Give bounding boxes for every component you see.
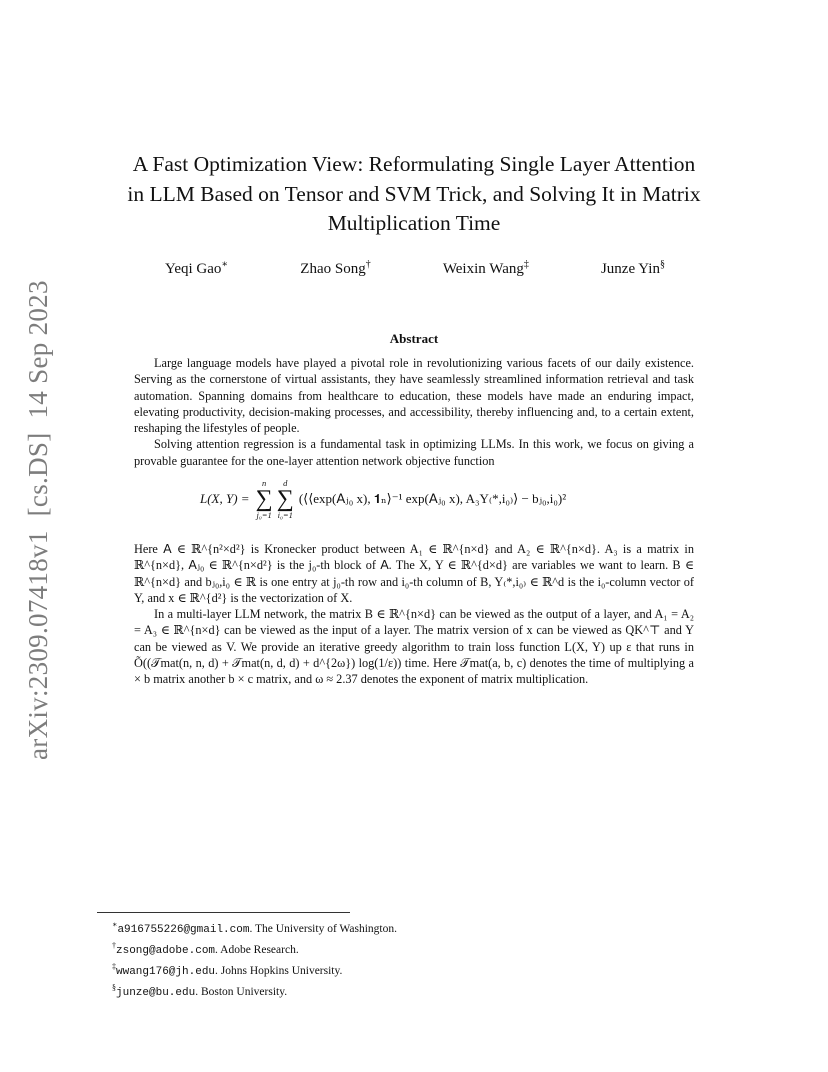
author: Weixin Wang‡ [442, 259, 529, 277]
title-line-2: in LLM Based on Tensor and SVM Trick, and Solving It in Matrix [127, 181, 701, 206]
paper-title [80, 150, 748, 239]
abstract-paragraph-3: Here 𝖠 ∈ ℝ^{n²×d²} is Kronecker product between A₁ ∈ ℝ^{n×d} and A₂ ∈ ℝ^{n×d}. A₃ is a matrix in ℝ^{n×d}, 𝖠ⱼ₀ ∈ ℝ^{n×d²} is the j₀-th block of 𝖠. The X, Y ∈ ℝ^{d×d} are variables we want to learn. B ∈ ℝ^{n×d} and bⱼ₀,i₀ ∈ ℝ is one entry at j₀-th row and i₀-th column of B, Y₍*,i₀₎ ∈ ℝ^d is the i₀-column vector of Y, and x ∈ ℝ^{d²} is the vectorization of X. In a multi-layer LLM network, the matrix B ∈ ℝ^{n×d} can be viewed as the output of a layer, and A₁ = A₂ = A₃ ∈ ℝ^{n×d} can be viewed as the input of a layer. The matrix version of x can be viewed as QK^⊤ and Y can be viewed as V. We provide an iterative greedy algorithm to train loss function L(X, Y) up ε that runs in Õ((𝒯mat(n, n, d) + 𝒯mat(n, d, d) + d^{2ω}) log(1/ε)) time. Here 𝒯mat(a, b, c) denotes the time of multiplying a × b matrix another b × c matrix, and ω ≈ 2.37 denotes the exponent of matrix multiplication. [134, 542, 694, 687]
abstract-heading: Abstract [389, 331, 439, 346]
footnote: §junze@bu.edu. Boston University. [112, 983, 288, 1000]
email-link[interactable]: a916755226@gmail.com [117, 923, 250, 936]
footnote-rule [97, 912, 350, 913]
email-link[interactable]: zsong@adobe.com [116, 944, 216, 957]
footnote: ∗a916755226@gmail.com. The University of Washington. [112, 920, 397, 936]
arxiv-category: [cs.DS] [22, 432, 53, 517]
title-line-3: Multiplication Time [327, 211, 501, 235]
arxiv-sidebar-stamp [18, 280, 58, 760]
abstract-paragraph-1: Large language models have played a pivotal role in revolutionizing various facets of our daily existence. Serving as the cornerstone of virtual assistants, they have seamlessly streamlined information retrieval and task automation. Spanning domains from healthcare to education, these models have made an enduring impact, elevating productivity, decision-making processes, and accessibility, thereby influencing and, to a certain extent, reshaping the lifestyles of people. Solving attention regression is a fundamental task in optimizing LLMs. In this work, we focus on giving a provable guarantee for the one-layer attention network objective function [134, 356, 694, 468]
sum-i0: d ∑ i₀=1 [276, 478, 294, 520]
abstract-paragraph-4: In a multi-layer LLM network, the matrix B ∈ ℝ^{n×d} can be viewed as the output of a layer, and A₁ = A₂ = A₃ ∈ ℝ^{n×d} can be viewed as the input of a layer. The matrix version of x can be viewed as QK^⊤ and Y can be viewed as V. We provide an iterative greedy algorithm to train loss function L(X, Y) up ε that runs in Õ((𝒯mat(n, n, d) + 𝒯mat(n, d, d) + d^{2ω}) log(1/ε)) time. Here 𝒯mat(a, b, c) denotes the time of multiplying a × b matrix another b × c matrix, and ω ≈ 2.37 denotes the exponent of matrix multiplication. [134, 607, 694, 687]
author: Yeqi Gao∗ [165, 259, 229, 277]
formula-body: (⟨⟨exp(𝖠ⱼ₀ x), 𝟏ₙ⟩⁻¹ exp(𝖠ⱼ₀ x), A₃Y₍*,i₀₎⟩ − bⱼ₀,i₀)² [298, 491, 567, 506]
author: Junze Yin§ [600, 259, 665, 277]
footnotes [112, 917, 397, 1002]
title-line-1: A Fast Optimization View: Reformulating Single Layer Attention [132, 152, 696, 176]
formula-lhs: L(X, Y) = [200, 491, 250, 506]
sum-j0: n ∑ j₀=1 [255, 478, 273, 520]
footnote: ‡wwang176@jh.edu. Johns Hopkins University. [112, 962, 343, 979]
author: Zhao Song† [300, 259, 371, 277]
arxiv-id: arXiv:2309.07418v1 [22, 530, 53, 760]
objective-formula [200, 478, 640, 520]
email-link[interactable]: wwang176@jh.edu [116, 966, 216, 979]
footnote: †zsong@adobe.com. Adobe Research. [112, 941, 299, 957]
author-list [165, 259, 665, 278]
email-link[interactable]: junze@bu.edu [116, 987, 196, 1000]
arxiv-date: 14 Sep 2023 [22, 280, 53, 419]
abstract-paragraph-2: Solving attention regression is a fundamental task in optimizing LLMs. In this work, we focus on giving a provable guarantee for the one-layer attention network objective function [134, 437, 694, 468]
